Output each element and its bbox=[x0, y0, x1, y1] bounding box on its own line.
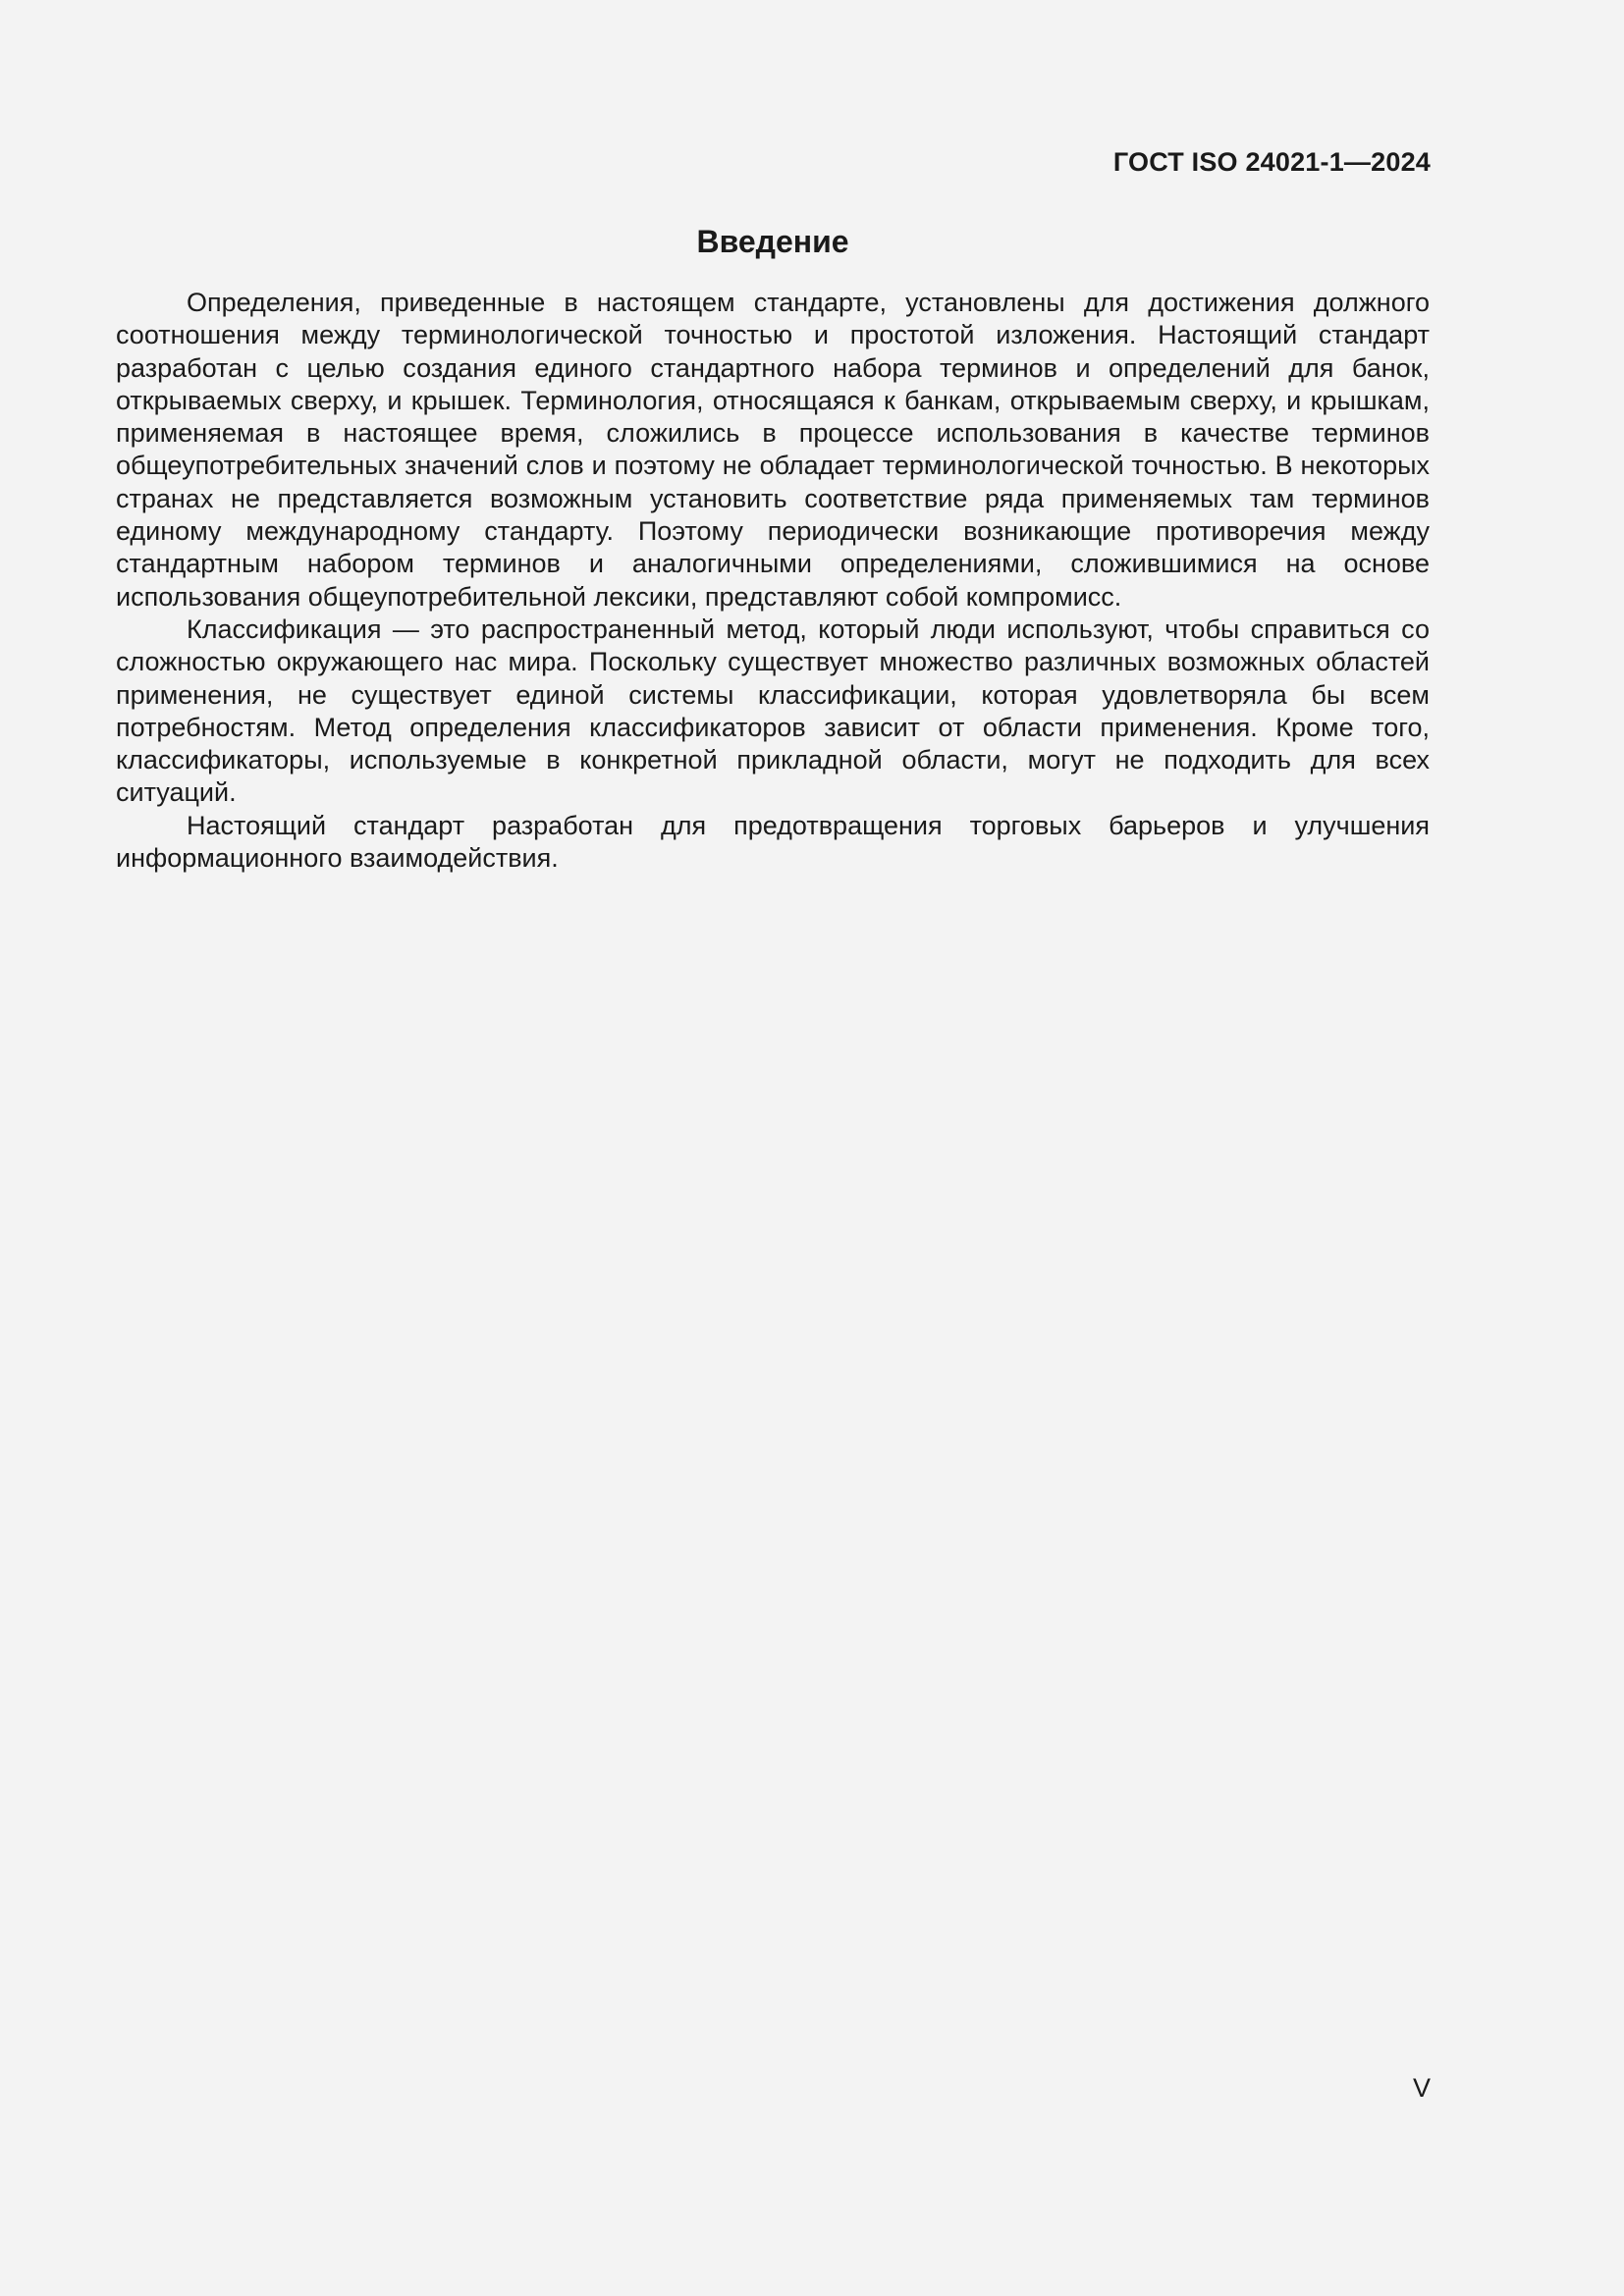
document-code: ГОСТ ISO 24021-1—2024 bbox=[1112, 147, 1431, 177]
paragraph: Определения, приведенные в настоящем стандарте, установлены для достижения должного соотношения между терминологической точностью и простотой изложения. Настоящий стандарт разработан с целью создания единого стандартного набора терминов и определений для банок, открываемых сверху, и крышек. Терминология, относящаяся к банкам, открываемым сверху, и крышкам, применяемая в настоящее время, сложились в процессе использования в качестве терминов общеупотребительных значений слов и поэтому не обладает терминологической точностью. В некоторых странах не представляется возможным установить соответствие ряда применяемых там терминов единому международному стандарту. Поэтому периодически возникающие противоречия между стандартным набором терминов и аналогичными определениями, сложившимися на основе использования общеупотребительной лексики, представляют собой компромисс. bbox=[116, 288, 1430, 612]
paragraph: Настоящий стандарт разработан для предотвращения торговых барьеров и улучшения информационного взаимодействия. bbox=[116, 810, 1430, 874]
paragraph: Классификация — это распространенный метод, который люди используют, чтобы справиться со сложностью окружающего нас мира. Поскольку существует множество различных возможных областей применения, не существует единой системы классификации, которая удовлетворяла бы всем потребностям. Метод определения классификаторов зависит от области применения. Кроме того, классификаторы, используемые в конкретной прикладной области, могут не подходить для всех ситуаций. bbox=[116, 614, 1430, 808]
section-title: Введение bbox=[696, 224, 849, 259]
section-body bbox=[116, 287, 1430, 875]
page-number: V bbox=[1412, 2073, 1431, 2103]
